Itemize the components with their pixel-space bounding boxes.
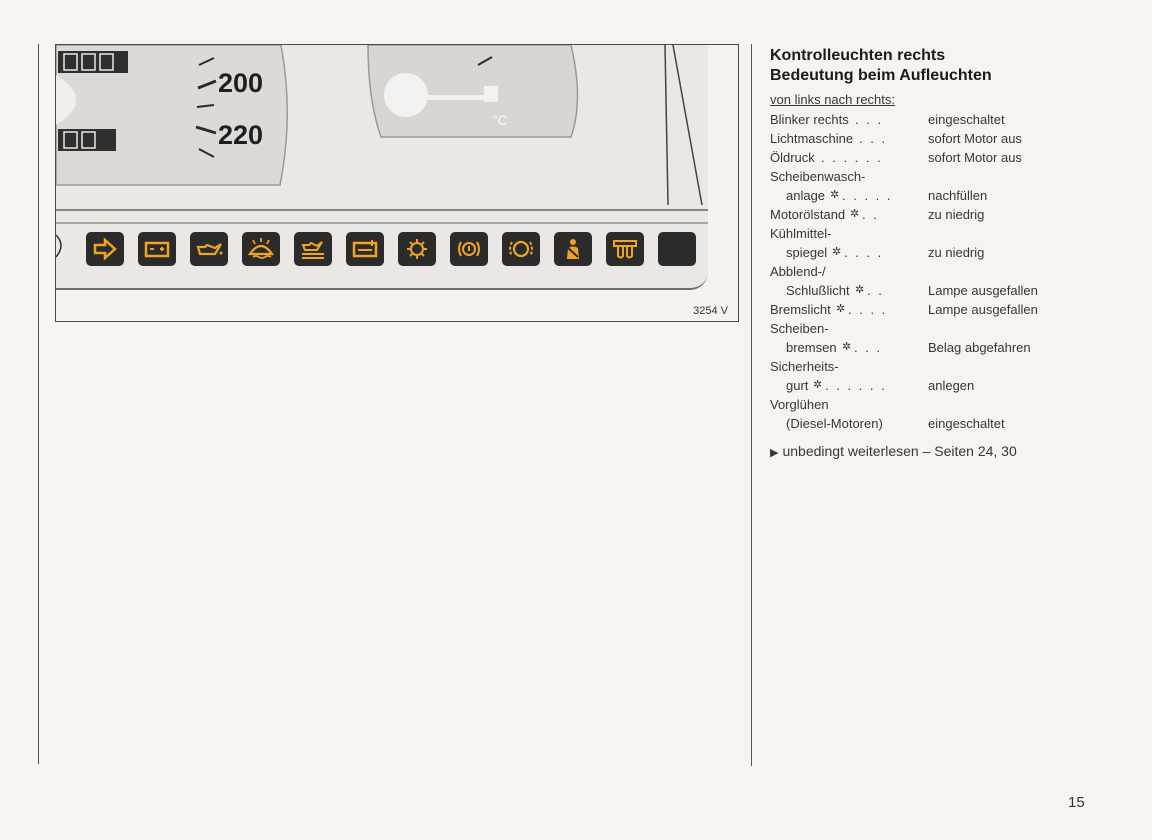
seat-belt-lamp [554,232,592,266]
legend-label: gurt [786,378,809,393]
legend-label: Schlußlicht [786,283,850,298]
brake-pad-lamp [502,232,540,266]
lamp-failure-lamp [398,232,436,266]
legend-row [770,300,1080,319]
legend-value: Lampe ausgefallen [928,283,1038,298]
legend-row [770,338,1080,357]
arrow-right-icon: ▶ [770,447,779,459]
legend-value: anlegen [928,378,975,393]
asterisk-icon: ✲ [836,303,846,315]
legend-value: sofort Motor aus [928,131,1022,146]
leader-dots: . . . . [844,245,884,260]
legend-row [770,319,1080,338]
legend-label: Motorölstand [770,207,846,222]
legend-row [770,243,1080,262]
leader-dots: . . . . [848,302,888,317]
legend-value: Belag abgefahren [928,340,1031,355]
leader-dots: . . [867,283,884,298]
instrument-cluster-figure [55,44,739,322]
glow-plug-lamp [606,232,644,266]
oil-level-icon [299,237,327,261]
legend-row [770,224,1080,243]
figure-number: 3254 V [693,305,728,317]
leader-dots: . . . [854,340,883,355]
legend-row [770,186,1080,205]
legend-value: zu niedrig [928,245,985,260]
coolant-level-lamp [346,232,384,266]
speed-scale-220: 220 [218,120,264,150]
asterisk-icon: ✲ [832,246,842,258]
leader-dots: . . [862,207,879,222]
legend-label: bremsen [786,340,837,355]
turn-signal-right-icon [91,237,119,261]
legend-row [770,376,1080,395]
legend-value: eingeschaltet [928,112,1005,127]
legend-value: Lampe ausgefallen [928,302,1038,317]
brake-pad-icon [507,237,535,261]
legend-row [770,395,1080,414]
legend-row [770,357,1080,376]
intro-text: von links nach rechts: [770,92,896,107]
washer-fluid-icon [247,237,275,261]
reference-note-text: unbedingt weiterlesen – Seiten 24, 30 [782,443,1017,459]
legend-label: Abblend-/ [770,264,826,279]
warning-light-list [770,110,1080,433]
washer-fluid-lamp [242,232,280,266]
reference-note [770,441,1080,463]
legend-label: Öldruck [770,150,815,165]
legend-row [770,110,1080,129]
temp-unit-label: °C [492,112,508,128]
legend-label: anlage [786,188,826,203]
brake-light-lamp [450,232,488,266]
asterisk-icon: ✲ [830,189,840,201]
legend-label: Lichtmaschine [770,131,854,146]
leader-dots: . . . [859,131,888,146]
page-number: 15 [1068,794,1085,811]
brake-light-icon [455,237,483,261]
legend-label: Blinker rechts [770,112,849,127]
heading-line-2: Bedeutung beim Aufleuchten [770,67,992,84]
blank-lamp [658,232,696,266]
column-divider-rule [751,44,752,766]
legend-value: zu niedrig [928,207,985,222]
legend-row [770,129,1080,148]
asterisk-icon: ✲ [813,379,823,391]
legend-label: Scheiben- [770,321,829,336]
legend-row [770,262,1080,281]
legend-label: (Diesel-Motoren) [786,416,883,431]
asterisk-icon: ✲ [842,341,852,353]
glow-plug-icon [611,237,639,261]
legend-value: nachfüllen [928,188,988,203]
legend-value: eingeschaltet [928,416,1005,431]
legend-row [770,148,1080,167]
leader-dots: . . . . . . [821,150,883,165]
leader-dots: . . . . . [842,188,893,203]
heading-line-1: Kontrolleuchten rechts [770,47,946,64]
legend-label: Kühlmittel- [770,226,832,241]
legend-row [770,205,1080,224]
legend-row [770,167,1080,186]
legend-row [770,414,1080,433]
legend-label: Scheibenwasch- [770,169,866,184]
seat-belt-icon [559,237,587,261]
left-margin-rule [38,44,39,764]
legend-label: Sicherheits- [770,359,839,374]
text-column [770,46,1080,463]
lamp-failure-icon [403,237,431,261]
asterisk-icon: ✲ [855,284,865,296]
oil-level-lamp [294,232,332,266]
legend-label: spiegel [786,245,828,260]
legend-label: Bremslicht [770,302,831,317]
speed-scale-200: 200 [218,68,264,98]
coolant-level-icon [351,237,379,261]
battery-icon [143,237,171,261]
legend-row [770,281,1080,300]
oil-can-icon [195,237,223,261]
legend-label: Vorglühen [770,397,829,412]
section-heading [770,46,1080,86]
turn-signal-right-lamp [86,232,124,266]
asterisk-icon: ✲ [850,208,860,220]
charging-lamp [138,232,176,266]
leader-dots: . . . [855,112,884,127]
leader-dots: . . . . . . [825,378,887,393]
oil-pressure-lamp [190,232,228,266]
legend-value: sofort Motor aus [928,150,1022,165]
